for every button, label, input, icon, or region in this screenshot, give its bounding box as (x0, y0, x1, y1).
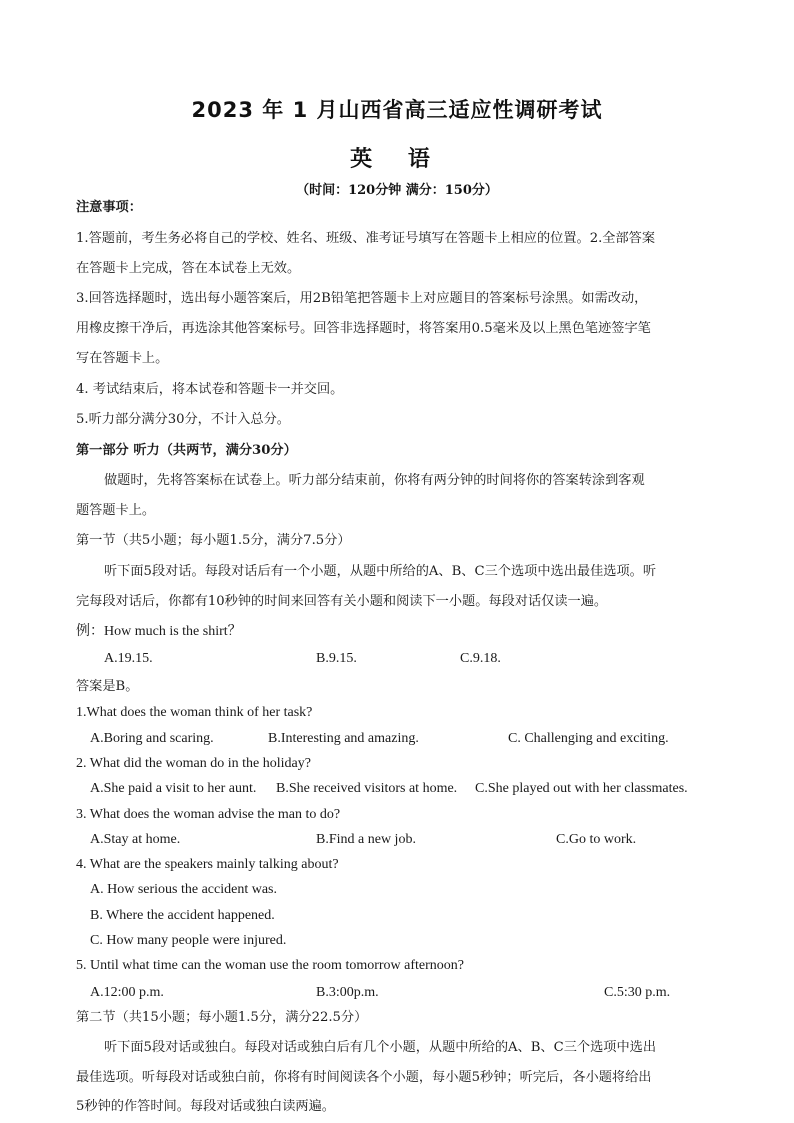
question-4: 4. What are the speakers mainly talking about? (76, 857, 339, 872)
part1-intro-line-1: 做题时，先将答案标在试卷上。听力部分结束前，你将有两分钟的时间将你的答案转涂到客观 (104, 473, 645, 488)
question-3-option-c: C.Go to work. (556, 832, 637, 847)
question-5-option-a: A.12:00 p.m. (90, 985, 164, 1000)
question-5-option-b: B.3:00p.m. (316, 985, 379, 1000)
example-answer: 答案是B。 (76, 679, 139, 694)
example-option-c: C.9.18. (460, 651, 501, 666)
example-option-a: A.19.15. (104, 651, 153, 666)
question-2: 2. What did the woman do in the holiday? (76, 756, 311, 771)
note-item-5: 5.听力部分满分30分，不计入总分。 (76, 412, 290, 427)
question-4-option-a: A. How serious the accident was. (90, 882, 278, 897)
part1-heading: 第一部分 听力（共两节，满分30分） (76, 443, 297, 458)
note-item-1-line-2: 在答题卡上完成，答在本试卷上无效。 (76, 261, 301, 276)
section1-heading: 第一节（共5小题；每小题1.5分，满分7.5分） (76, 533, 351, 548)
question-2-option-b: B.She received visitors at home. (276, 781, 458, 796)
question-3-option-a: A.Stay at home. (90, 832, 181, 847)
section1-instruction-line-1: 听下面5段对话。每段对话后有一个小题，从题中所给的A、B、C三个选项中选出最佳选项。听 (104, 564, 657, 579)
question-4-option-c: C. How many people were injured. (90, 933, 287, 948)
section1-instruction-line-2: 完每段对话后，你都有10秒钟的时间来回答有关小题和阅读下一小题。每段对话仅读一遍。 (76, 594, 608, 609)
example-question: 例：How much is the shirt？ (76, 624, 242, 639)
question-3-option-b: B.Find a new job. (316, 832, 416, 847)
section2-instruction-line-3: 5秒钟的作答时间。每段对话或独白读两遍。 (76, 1099, 335, 1114)
exam-title: 2023 年 1 月山西省高三适应性调研考试 (191, 98, 603, 122)
part1-intro-line-2: 题答题卡上。 (76, 503, 156, 518)
note-item-3-line-1: 3.回答选择题时，选出每小题答案后，用2B铅笔把答题卡上对应题目的答案标号涂黑。如需改动， (76, 291, 648, 306)
question-4-option-b: B. Where the accident happened. (90, 908, 275, 923)
question-1: 1.What does the woman think of her task? (76, 705, 313, 720)
exam-time-info: （时间：120分钟 满分：150分） (296, 183, 498, 198)
note-item-3-line-3: 写在答题卡上。 (76, 351, 169, 366)
notes-heading: 注意事项： (76, 200, 142, 215)
question-1-option-b: B.Interesting and amazing. (268, 731, 419, 746)
question-3: 3. What does the woman advise the man to do? (76, 807, 341, 822)
section2-instruction-line-2: 最佳选项。听每段对话或独白前，你将有时间阅读各个小题，每小题5秒钟；听完后，各小题将给出 (76, 1070, 652, 1085)
note-item-4: 4. 考试结束后，将本试卷和答题卡一并交回。 (76, 382, 344, 397)
question-1-option-c: C. Challenging and exciting. (508, 731, 669, 746)
question-2-option-a: A.She paid a visit to her aunt. (90, 781, 257, 796)
question-2-option-c: C.She played out with her classmates. (475, 781, 688, 796)
section2-instruction-line-1: 听下面5段对话或独白。每段对话或独白后有几个小题，从题中所给的A、B、C三个选项中选出 (104, 1040, 657, 1055)
section2-heading: 第二节（共15小题；每小题1.5分，满分22.5分） (76, 1010, 368, 1025)
question-5: 5. Until what time can the woman use the room tomorrow afternoon? (76, 958, 465, 973)
note-item-3-line-2: 用橡皮擦干净后，再选涂其他答案标号。回答非选择题时，将答案用0.5毫米及以上黑色笔迹签字笔 (76, 321, 651, 336)
question-5-option-c: C.5:30 p.m. (604, 985, 671, 1000)
note-item-1-line-1: 1.答题前，考生务必将自己的学校、姓名、班级、准考证号填写在答题卡上相应的位置。2.全部答案 (76, 231, 656, 246)
question-1-option-a: A.Boring and scaring. (90, 731, 214, 746)
exam-subject: 英 语 (350, 147, 444, 172)
example-option-b: B.9.15. (316, 651, 357, 666)
